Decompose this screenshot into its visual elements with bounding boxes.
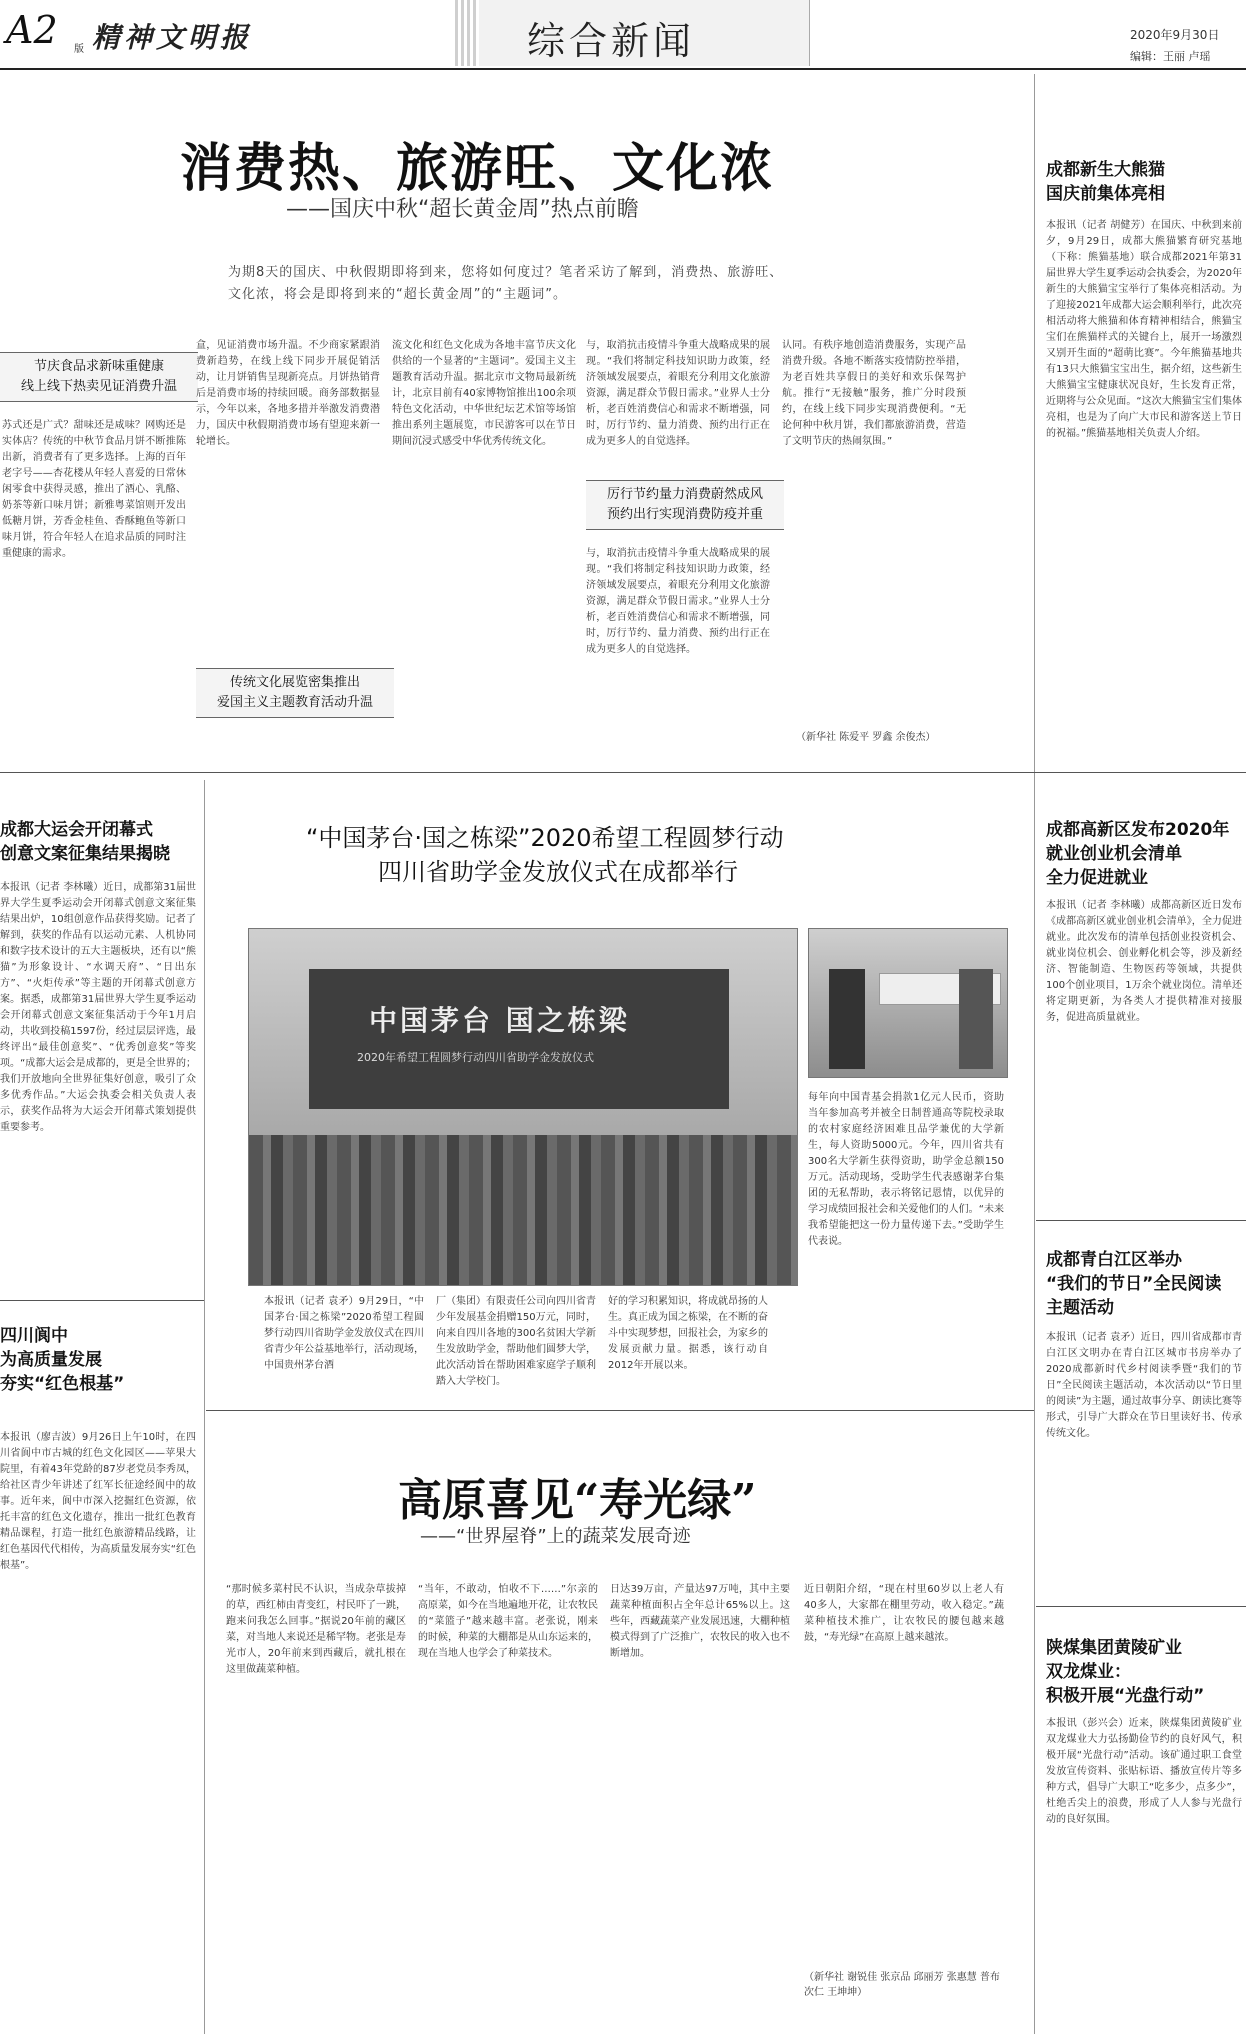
moutai-headline-1: “中国茅台·国之栋梁”2020希望工程圆梦行动 [306,824,784,852]
vegetable-source: （新华社 谢锐佳 张京品 邱丽芳 张惠慧 普布次仁 王坤坤） [804,1972,1000,1998]
hitech-body: 本报讯（记者 李林曦）成都高新区近日发布《成都高新区就业创业机会清单》，全力促进就业。此次发布的清单包括创业投资机会、就业岗位机会、创业孵化机会等，涉及新经济、智能制造、生物医药等领域，共提供100个创业项目，1万余个就业岗位。清单还将定期更新，为各类人才提供精准对接服务，促进高质量就业。 [1046,900,1242,1023]
langzhong-body: 本报讯（廖吉波）9月26日上午10时，在四川省阆中市古城的红色文化园区——苹果大院里，有着43年党龄的87岁老党员李秀凤，给社区青少年讲述了红军长征途经阆中的故事。近年来，阆中市深入挖掘红色资源，依托丰富的红色文化遗存，推出一批红色教育精品课程，打造一批红色旅游精品线路，让红色基因代代相传，为高质量发展夯实“红色根基”。 [0,1432,196,1571]
moutai-col-b: 厂（集团）有限责任公司向四川省青少年发展基金捐赠150万元，同时，向来自四川各地的300名贫困大学新生发放助学金，帮助他们圆梦大学，此次活动旨在帮助困难家庭学子顺利踏入大学校门。 [436,1296,596,1387]
lead-col-4: 与，取消抗击疫情斗争重大战略成果的展现。“我们将制定科技知识助力政策，经济领域发展要点，着眼充分利用文化旅游资源，满足群众节假日需求。”业界人士分析，老百姓消费信心和需求不断增强，同时，厉行节约、量力消费、预约出行正在成为更多人的自觉选择。 [586,340,770,447]
right-column-rule [1034,74,1035,2034]
vegetable-col-4: 近日朝阳介绍，“现在村里60岁以上老人有40多人，大家都在棚里劳动，收入稳定。”蔬菜种植技术推广，让农牧民的腰包越来越鼓，“寿光绿”在高原上越来越浓。 [804,1584,1004,1643]
edition-label: 版 [74,44,84,55]
ceremony-photo [248,928,798,1286]
lead-intro: 为期8天的国庆、中秋假期即将到来，您将如何度过？笔者采访了解到，消费热、旅游旺、文化浓，将会是即将到来的“超长黄金周”的“主题词”。 [228,265,784,302]
cheque-photo [808,928,1008,1078]
panda-headline: 成都新生大熊猫 国庆前集体亮相 [1046,160,1165,204]
photo-banner-text: 中国茅台 国之栋梁 [369,1004,630,1037]
reading-body: 本报讯（记者 袁矛）近日，四川省成都市青白江区文明办在青白江区城市书房举办了2020成都新时代乡村阅读季暨“我们的节日”全民阅读主题活动，本次活动以“节日里的阅读”为主题，通过故事分享、朗读比赛等形式，引导广大群众在节日里读好书、传承传统文化。 [1046,1332,1242,1439]
universiade-body: 本报讯（记者 李林曦）近日，成都第31届世界大学生夏季运动会开闭幕式创意文案征集结果出炉，10组创意作品获得奖励。记者了解到，获奖的作品有以运动元素、人机协同和数字技术设计的五大主题板块，还有以“熊猫”为形象设计、“水调天府”、“日出东方”、“火炬传承”等主题的开闭幕式创意方案。据悉，成都第31届世界大学生夏季运动会开闭幕式创意文案征集活动于今年1月启动，共收到投稿1597份，经过层层评选，最终评出“最佳创意奖”、“优秀创意奖”等奖项。“成都大运会是成都的，更是全世界的；我们开放地向全世界征集好创意，吸引了众多优秀作品。”大运会执委会相关负责人表示，获奖作品将为大运会开闭幕式策划提供重要参考。 [0,882,196,1133]
photo-crowd [249,1135,797,1285]
moutai-col-c: 好的学习积累知识，将成就昂扬的人生。真正成为国之栋梁，在不断的奋斗中实现梦想，回报社会，为家乡的发展贡献力量。据悉，该行动自2012年开展以来。 [608,1296,768,1371]
section-title: 综合新闻 [527,19,696,63]
lead-source: （新华社 陈爱平 罗鑫 余俊杰） [796,732,936,743]
moutai-col-right: 每年向中国青基会捐款1亿元人民币，资助当年参加高考并被全日制普通高等院校录取的农村家庭经济困难且品学兼优的大学新生，每人资助5000元。今年，四川省共有300名大学新生获得资助，助学金总额150万元。活动现场，受助学生代表感谢茅台集团的无私帮助，表示将铭记恩情，以优异的学习成绩回报社会和关爱他们的人们。“未来我希望能把这一份力量传递下去。”受助学生代表说。 [808,1092,1004,1247]
paper-name: 精神文明报 [92,21,253,54]
lead-col-4b: 与，取消抗击疫情斗争重大战略成果的展现。“我们将制定科技知识助力政策，经济领域发展要点，着眼充分利用文化旅游资源，满足群众节假日需求。”业界人士分析，老百姓消费信心和需求不断增强，同时，厉行节约、量力消费、预约出行正在成为更多人的自觉选择。 [586,548,770,655]
left-column-rule [204,780,205,2034]
langzhong-headline: 四川阆中 为高质量发展 夯实“红色根基” [0,1326,125,1394]
lead-headline: 消费热、旅游旺、文化浓 [180,138,775,199]
mine-headline: 陕煤集团黄陵矿业 双龙煤业： 积极开展“光盘行动” [1046,1638,1205,1706]
vegetable-col-3: 日达39万亩，产量达97万吨，其中主要蔬菜种植面积占全年总计65%以上。这些年，西藏蔬菜产业发展迅速，大棚种植模式得到了广泛推广，农牧民的收入也不断增加。 [610,1584,790,1659]
vegetable-subheadline: ——“世界屋脊”上的蔬菜发展奇迹 [420,1526,691,1547]
photo-banner-subtext: 2020年希望工程圆梦行动四川省助学金发放仪式 [357,1051,594,1064]
lead-subheadline: ——国庆中秋“超长黄金周”热点前瞻 [286,197,639,222]
vegetable-headline: 高原喜见“寿光绿” [398,1475,757,1526]
right-rule-2 [1036,1220,1246,1221]
lead-col-3: 流文化和红色文化成为各地丰富节庆文化供给的一个显著的“主题词”。爱国主义主题教育活动升温。据北京市文物局最新统计，北京目前有40家博物馆推出100余项特色文化活动，中华世纪坛艺术馆等场馆推出系列主题展览，市民游客可以在节日期间沉浸式感受中华优秀传统文化。 [392,340,576,447]
page-number: A2 [6,8,58,52]
vegetable-col-1: “那时候多菜村民不认识，当成杂草拔掉的草，西红柿由青变红，村民吓了一跳，跑来问我怎么回事。”据说20年前的藏区菜，对当地人来说还是稀罕物。老张是寿光市人，20年前来到西藏后，就扎根在这里做蔬菜种植。 [226,1584,406,1675]
lead-box-food: 节庆食品求新味重健康 线上线下热卖见证消费升温 [0,352,198,402]
mine-body: 本报讯（彭兴会）近来，陕煤集团黄陵矿业双龙煤业大力弘扬勤俭节约的良好风气，积极开展“光盘行动”活动。该矿通过职工食堂发放宣传资料、张贴标语、播放宣传片等多种方式，倡导广大职工“吃多少，点多少”，杜绝舌尖上的浪费，形成了人人参与光盘行动的良好氛围。 [1046,1718,1242,1825]
lead-col-5: 认同。有秩序地创造消费服务，实现产品消费升级。各地不断落实疫情防控举措，为老百姓共享假日的美好和欢乐保驾护航。推行“无接触”服务，推广分时段预约，在线上线下同步实现消费便利。“无论何种中秋月饼，我们都旅游消费，营造了文明节庆的热闹氛围。” [782,340,966,447]
panda-body: 本报讯（记者 胡健芳）在国庆、中秋到来前夕，9月29日，成都大熊猫繁育研究基地（下称：熊猫基地）联合成都2021年第31届世界大学生夏季运动会执委会，为2020年新生的大熊猫宝宝举行了集体亮相活动。为了迎接2021年成都大运会顺利举行，此次亮相活动将大熊猫和体育精神相结合，熊猫宝宝们在熊猫样式的关键台上，展开一场激烈又别开生面的“超萌比赛”。今年熊猫基地共有13只大熊猫宝宝出生，据介绍，这些新生大熊猫宝宝健康状况良好，生长发育正常，近期将与公众见面。“这次大熊猫宝宝们集体亮相，也是为了向广大市民和游客送上节日的祝福。”熊猫基地相关负责人介绍。 [1046,220,1242,439]
lead-col-2: 盒，见证消费市场升温。不少商家紧跟消费新趋势，在线上线下同步开展促销活动，让月饼销售呈现新亮点。月饼热销背后是消费市场的持续回暖。商务部数据显示，今年以来，各地多措并举激发消费潜力，国庆中秋假期消费市场有望迎来新一轮增长。 [196,340,380,447]
section-rule-3 [206,1410,1034,1411]
hitech-headline: 成都高新区发布2020年 就业创业机会清单 全力促进就业 [1046,820,1230,888]
reading-headline: 成都青白江区举办 “我们的节日”全民阅读 主题活动 [1046,1250,1222,1318]
editor-credit: 编辑：王丽 卢瑶 [1130,50,1211,63]
right-rule-3 [1036,1606,1246,1607]
section-rule-2 [0,1300,204,1301]
universiade-headline: 成都大运会开闭幕式 创意文案征集结果揭晓 [0,820,170,864]
issue-date: 2020年9月30日 [1130,28,1220,42]
section-rule-1 [0,772,1246,773]
masthead-rule [0,68,1246,70]
lead-box-culture: 传统文化展览密集推出 爱国主义主题教育活动升温 [196,668,394,718]
masthead [0,0,1246,70]
lead-box-travel: 厉行节约量力消费蔚然成风 预约出行实现消费防疫并重 [586,480,784,530]
moutai-headline-2: 四川省助学金发放仪式在成都举行 [378,858,738,886]
vegetable-col-2: “当年，不敢动，怕收不下……”尔亲的高原菜，如今在当地遍地开花，让农牧民的“菜篮子”越来越丰富。老张说，刚来的时候，种菜的大棚都是从山东运来的，现在当地人也学会了种菜技术。 [418,1584,598,1659]
moutai-col-a: 本报讯（记者 袁矛）9月29日，“中国茅台·国之栋梁”2020希望工程圆梦行动四川省助学金发放仪式在四川省青少年公益基地举行，活动现场，中国贵州茅台酒 [264,1296,424,1371]
section-banner [478,0,810,66]
lead-col-1: 苏式还是广式？甜味还是咸味？网购还是实体店？传统的中秋节食品月饼不断推陈出新，消费者有了更多选择。上海的百年老字号——杏花楼从年轻人喜爱的日常休闲零食中获得灵感，推出了酒心、乳酪、奶茶等新口味月饼；新雅粤菜馆则开发出低糖月饼，芳香金桂鱼、香酥鲍鱼等新口味月饼，符合年轻人在追求品质的同时注重健康的需求。 [2,420,186,559]
